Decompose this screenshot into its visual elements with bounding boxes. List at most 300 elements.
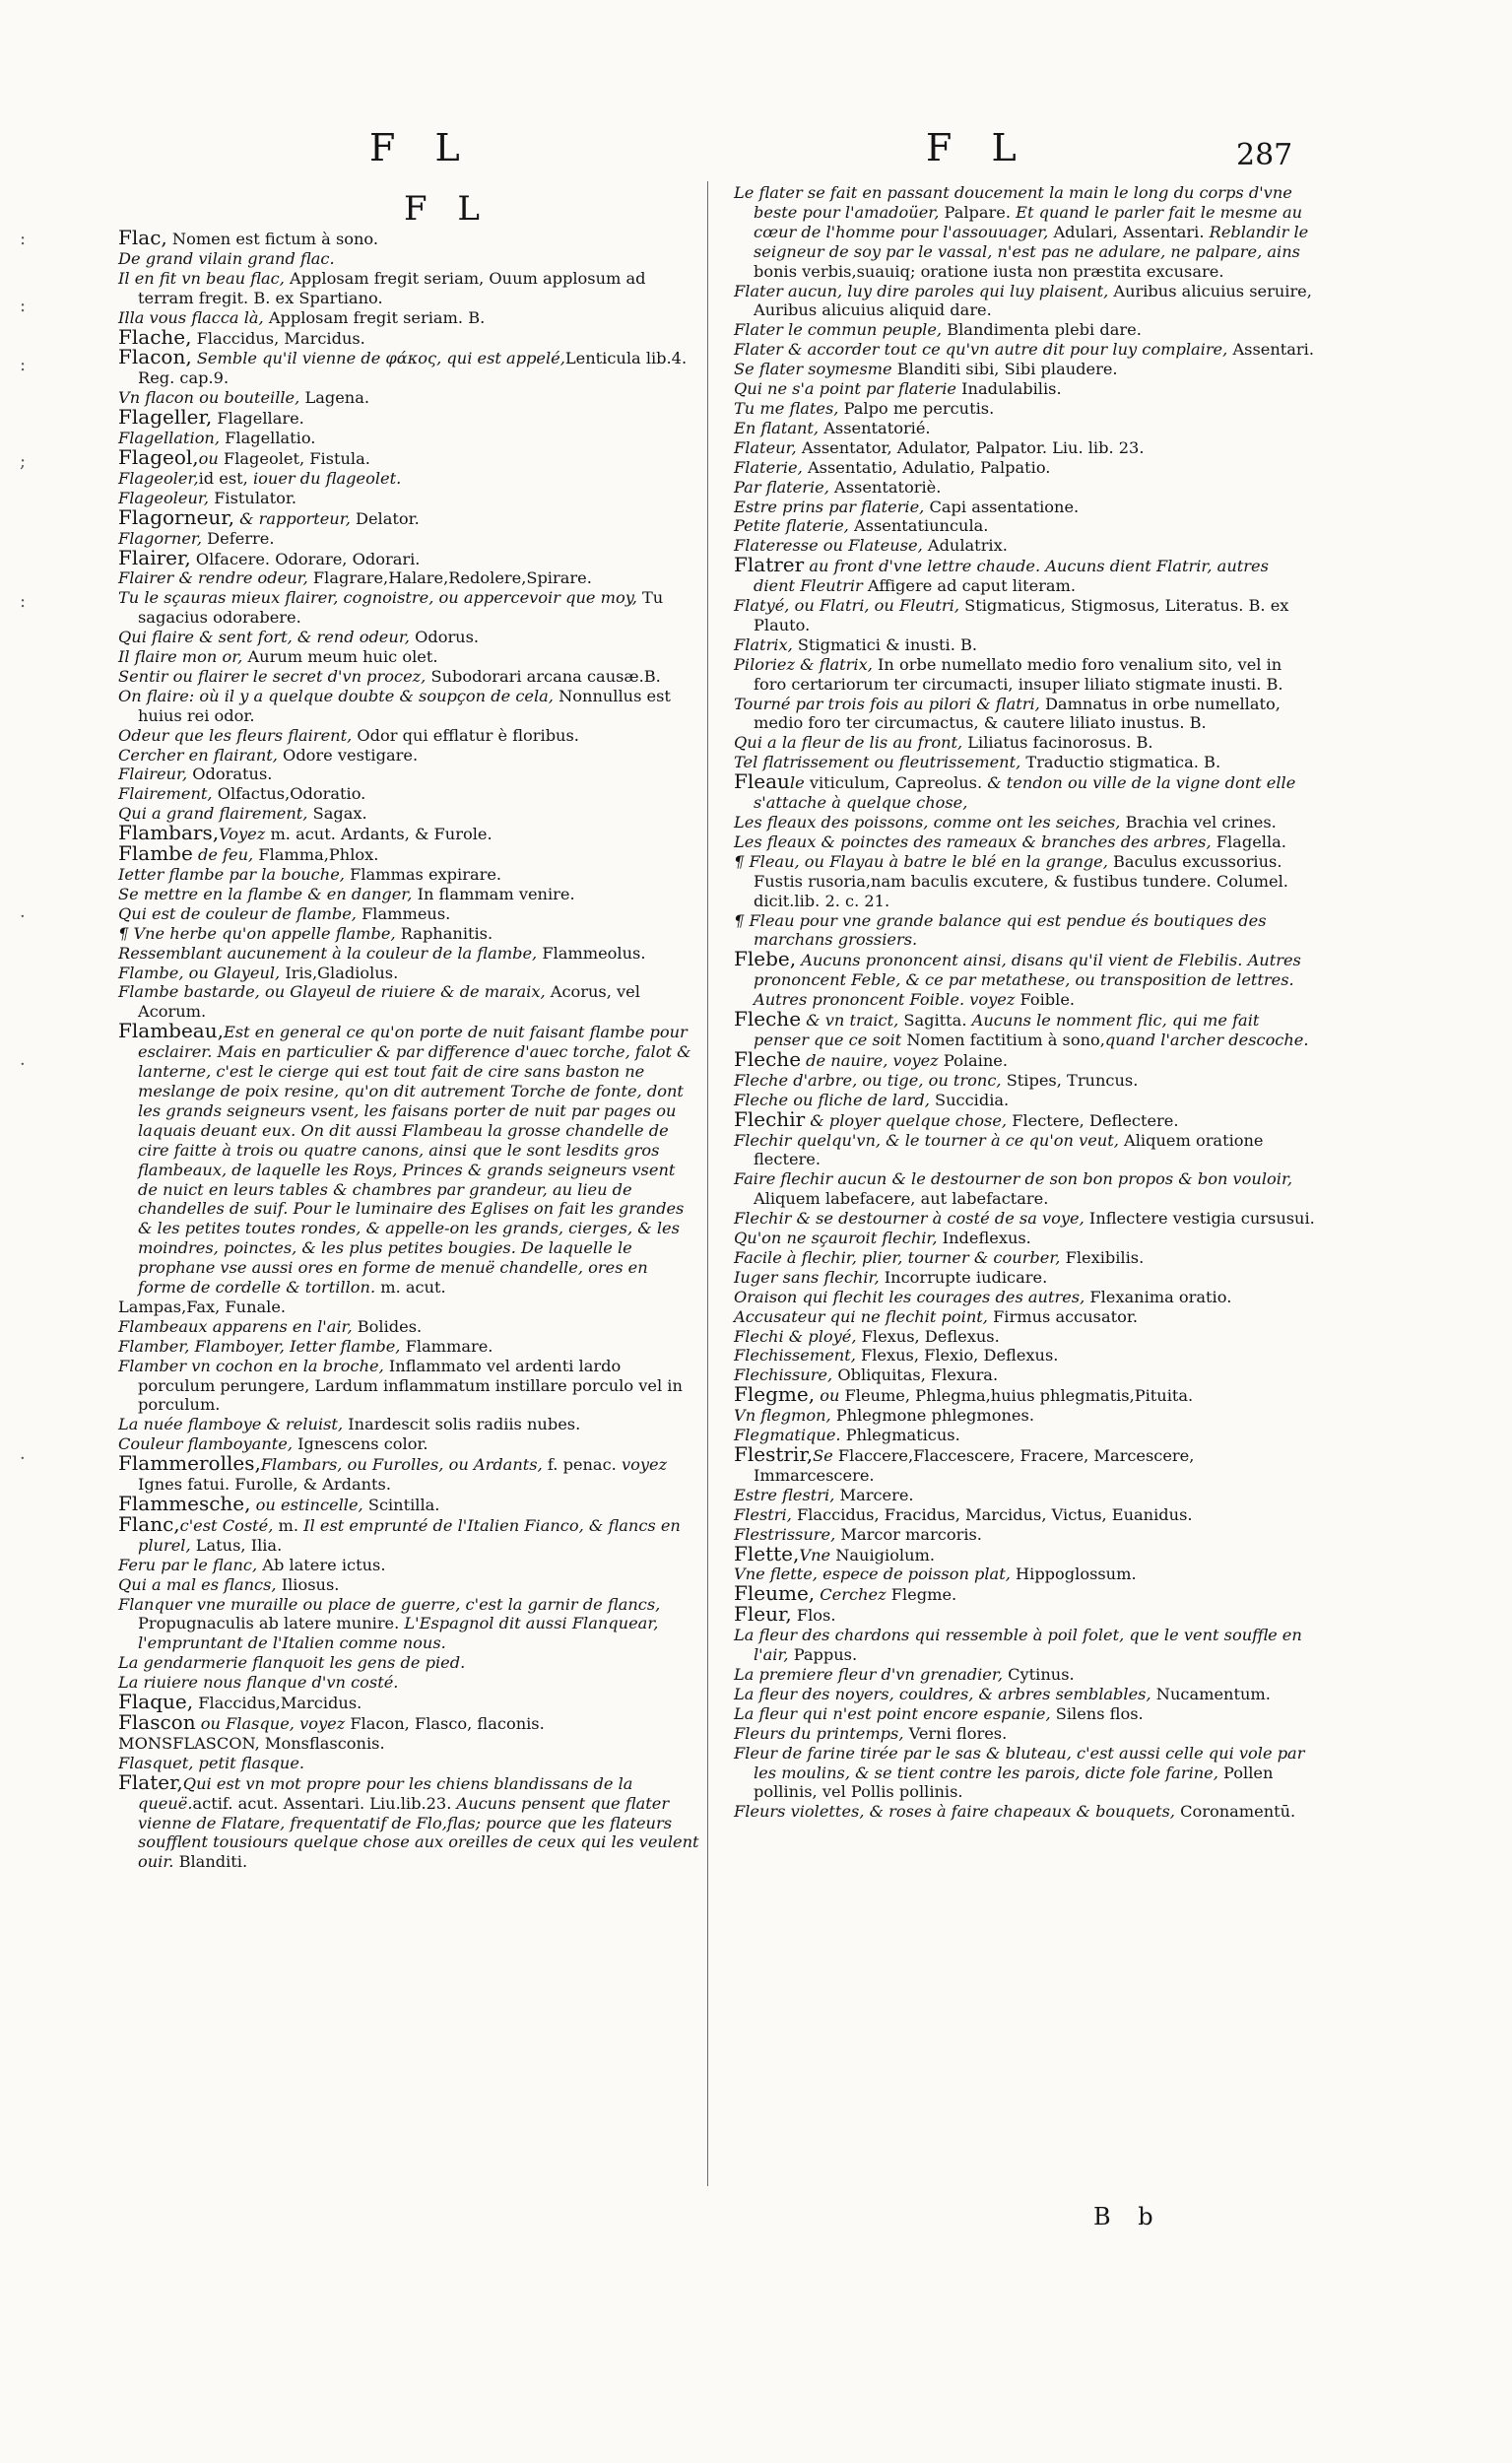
dictionary-entry (734, 1602, 1315, 1627)
entry-latin: Assentari. (1227, 340, 1314, 360)
entry-french: iouer du flageolet. (252, 468, 402, 488)
dictionary-entry (118, 726, 699, 746)
entry-latin: Fleume, Phlegma,huius phlegmatis,Pituita. (844, 1386, 1194, 1406)
entry-latin: Inflammato vel ardenti lardo porculum perungere, Lardum inflammatum instillare porculo vel in porculum. (138, 1356, 683, 1415)
entry-headword: Flaque, (118, 1690, 194, 1714)
entry-latin: viticulum, Capreolus. (809, 773, 983, 793)
entry-french: La riuiere nous flanque d'vn costé. (118, 1673, 399, 1693)
entry-latin: Flaccidus, Marcidus. (191, 328, 365, 348)
dictionary-entry (734, 1106, 1315, 1131)
dictionary-entry (734, 695, 1315, 734)
entry-french: La fleur des noyers, couldres, & arbres semblables, (734, 1684, 1151, 1703)
dictionary-entry (118, 1769, 699, 1873)
dictionary-entry (118, 1690, 699, 1714)
dictionary-entry (118, 687, 699, 726)
entry-latin: m. acut. (375, 1278, 446, 1298)
entry-french: Odeur que les fleurs flairent, (118, 725, 353, 745)
entry-french: Flambe bastarde, ou Glayeul de riuiere & de maraix, (118, 982, 546, 1002)
entry-latin: Iliosus. (276, 1574, 340, 1594)
entry-latin: Aliquem oratione flectere. (754, 1130, 1264, 1169)
entry-french: Faire flechir aucun & le destourner de son bon propos & bon vouloir, (734, 1169, 1293, 1189)
entry-latin: Palpare. (939, 202, 1017, 222)
dictionary-entry (118, 982, 699, 1022)
dictionary-entry (734, 340, 1315, 360)
dictionary-entry (734, 832, 1315, 852)
entry-latin: Capi assentatione. (924, 497, 1080, 516)
dictionary-entry (118, 1492, 699, 1515)
dictionary-entry (118, 821, 699, 845)
entry-latin: Inardescit solis radiis nubes. (343, 1415, 581, 1434)
dictionary-entry (118, 765, 699, 784)
entry-latin: Bolides. (352, 1316, 423, 1336)
entry-french: Illa vous flacca là, (118, 307, 264, 327)
entry-latin: Applosam fregit seriam. B. (263, 307, 486, 327)
entry-latin: Ilia. (250, 1535, 283, 1555)
entry-headword: Fleche (734, 1046, 802, 1071)
entry-headword: Flechir (734, 1106, 806, 1131)
left-column (118, 226, 699, 1872)
entry-latin: Nucamentum. (1150, 1684, 1271, 1703)
entry-latin: Scintilla. (362, 1496, 440, 1514)
entry-french: Qui a la fleur de lis au front, (734, 733, 963, 753)
entry-latin: Tu sagacius odorabere. (138, 588, 664, 628)
entry-french: Flageoler, (118, 468, 199, 488)
entry-latin: Sagax. (307, 804, 367, 824)
entry-french: ou (198, 448, 224, 468)
entry-latin: Stigmaticus, Stigmosus, Literatus. B. ex Plauto. (754, 596, 1289, 634)
entry-latin: Flexibilis. (1060, 1247, 1145, 1267)
entry-french: Semble qu'il vienne de φάκος, qui est appelé, (191, 349, 565, 368)
dictionary-entry (734, 1744, 1315, 1803)
entry-latin: Flaccidus,Marcidus. (193, 1694, 362, 1713)
entry-latin: Odore vestigare. (277, 745, 419, 765)
entry-latin: Firmus accusator. (987, 1306, 1138, 1326)
entry-headword: Fleche (734, 1007, 802, 1032)
entry-latin: Odor qui efflatur è floribus. (352, 725, 579, 745)
dictionary-entry (118, 885, 699, 904)
entry-french: Flater le commun peuple, (734, 320, 943, 340)
margin-mark: · (20, 906, 26, 927)
dictionary-entry (734, 1426, 1315, 1445)
entry-latin: Nomen factitium à sono, (906, 1030, 1105, 1049)
entry-latin: Auribus alicuius seruire, Auribus alicuius aliquid dare. (754, 281, 1312, 320)
dictionary-entry (734, 478, 1315, 498)
entry-latin: Lenticula lib.4. Reg. cap.9. (138, 349, 688, 388)
entry-latin: Baculus excussorius. Fustis rusoria,nam baculis excutere, & fustibus tundere. Columel. dicit.lib. 2. c. 21. (754, 851, 1288, 910)
entry-french: Ietter flambe par la bouche, (118, 865, 345, 884)
entry-french: Les fleaux & poinctes des rameaux & branches des arbres, (734, 832, 1212, 851)
entry-french: Flamber vn cochon en la broche, (118, 1356, 384, 1375)
dictionary-entry (734, 1685, 1315, 1704)
entry-latin: Flos. (791, 1606, 836, 1626)
entry-french: & ployer quelque chose, (805, 1110, 1008, 1130)
margin-mark: : (20, 296, 27, 316)
entry-latin: Polaine. (938, 1050, 1008, 1070)
signature-mark: B b (1093, 2203, 1163, 2230)
entry-latin: Silens flos. (1050, 1703, 1144, 1723)
dictionary-entry (734, 852, 1315, 911)
dictionary-entry (118, 1317, 699, 1337)
entry-latin: Inflectere vestigia cursusui. (1084, 1209, 1315, 1229)
entry-latin: Cytinus. (1003, 1664, 1075, 1684)
entry-latin: Indeflexus. (937, 1229, 1031, 1248)
entry-french: Tu me flates, (734, 398, 839, 418)
entry-french: Cerchez (815, 1585, 891, 1605)
dictionary-entry (734, 399, 1315, 419)
dictionary-entry (734, 1541, 1315, 1565)
entry-latin: Flaccidus, Fracidus, Marcidus, Victus, Euanidus. (791, 1504, 1193, 1524)
dictionary-entry (734, 1564, 1315, 1584)
entry-latin: Brachia vel crines. (1120, 813, 1277, 832)
dictionary-entry (734, 498, 1315, 517)
entry-french: Qui est de couleur de flambe, (118, 903, 357, 923)
entry-latin: Delator. (350, 508, 420, 528)
entry-french: Flamber, Flamboyer, Ietter flambe, (118, 1336, 401, 1356)
dictionary-entry (734, 1209, 1315, 1229)
entry-latin: Succidia. (929, 1090, 1010, 1109)
entry-french: Tel flatrissement ou fleutrissement, (734, 753, 1021, 772)
dictionary-entry (734, 1406, 1315, 1426)
dictionary-entry (118, 504, 699, 529)
dictionary-entry (734, 1802, 1315, 1822)
entry-french: Couleur flamboyante, (118, 1434, 293, 1454)
entry-french: Flambars, ou Furolles, ou Ardants, (260, 1455, 543, 1475)
entry-french: Et quand le parler fait le mesme au cœur de l'homme pour l'assouuager, (754, 202, 1303, 241)
dictionary-entry (118, 1337, 699, 1357)
entry-french: Qui a grand flairement, (118, 804, 308, 824)
entry-latin: In flammam venire. (412, 884, 575, 903)
dictionary-entry (118, 964, 699, 983)
dictionary-entry (118, 904, 699, 924)
dictionary-entry (118, 784, 699, 804)
entry-french: Feru par le flanc, (118, 1555, 258, 1574)
entry-headword: Flette, (734, 1541, 800, 1565)
dictionary-entry (734, 1442, 1315, 1486)
entry-latin: Subodorari arcana causæ.B. (426, 666, 661, 686)
entry-latin: Hippoglossum. (1010, 1564, 1137, 1584)
dictionary-entry (734, 1626, 1315, 1665)
entry-latin: Applosam fregit seriam, Ouum applosum ad terram fregit. B. ex Spartiano. (138, 268, 646, 307)
dictionary-entry (118, 545, 699, 569)
entry-french: Piloriez & flatrix, (734, 654, 873, 674)
entry-french: Sentir ou flairer le secret d'vn procez, (118, 666, 427, 686)
dictionary-entry (734, 1169, 1315, 1209)
dictionary-entry (118, 1019, 699, 1298)
dictionary-entry (118, 667, 699, 687)
entry-latin: Flacon, Flasco, flaconis. (345, 1713, 545, 1733)
dictionary-entry (734, 635, 1315, 655)
entry-latin: Flageolet, Fistula. (223, 448, 370, 468)
dictionary-entry (734, 282, 1315, 321)
entry-headword: Flageol, (118, 444, 199, 469)
entry-latin: actif. acut. Assentari. Liu.lib.23. (192, 1793, 457, 1813)
entry-french: ¶ Fleau pour vne grande balance qui est pendue és boutiques des marchans grossiers. (734, 910, 1267, 950)
entry-latin: Verni flores. (903, 1723, 1008, 1743)
entry-latin: Phlegmone phlegmones. (830, 1406, 1034, 1426)
entry-french: Qui ne s'a point par flaterie (734, 379, 957, 399)
entry-french: voyez (621, 1455, 668, 1475)
entry-french: Se (813, 1446, 838, 1465)
dictionary-entry (734, 438, 1315, 458)
dictionary-entry (118, 444, 699, 469)
entry-latin: Damnatus in orbe numellato, medio foro ter circumactus, & cautere liliato inustus. B. (754, 694, 1281, 733)
entry-french: Tourné par trois fois au pilori & flatri, (734, 694, 1040, 713)
entry-headword: Flanc, (118, 1511, 180, 1536)
dictionary-entry (118, 345, 699, 388)
entry-latin: Flammeus. (356, 903, 451, 923)
dictionary-entry (734, 1724, 1315, 1744)
entry-latin: Pollen pollinis, vel Pollis pollinis. (754, 1763, 1274, 1802)
entry-french: Flateresse ou Flateuse, (734, 536, 923, 556)
entry-headword: Flageller, (118, 405, 213, 430)
dictionary-entry (118, 269, 699, 308)
entry-latin: Incorrupte iudicare. (879, 1267, 1048, 1287)
dictionary-entry (118, 647, 699, 667)
entry-headword: Flater, (118, 1769, 183, 1794)
dictionary-entry (734, 1131, 1315, 1170)
dictionary-entry (734, 1505, 1315, 1525)
entry-french: Vn flegmon, (734, 1406, 831, 1426)
entry-latin: Lagena. (299, 388, 370, 408)
entry-french: Il est emprunté de l'Italien Fianco, & flancs en plurel, (138, 1515, 681, 1555)
entry-french: Iuger sans flechir, (734, 1267, 880, 1287)
dictionary-entry (734, 769, 1315, 813)
dictionary-entry (734, 1071, 1315, 1091)
margin-mark: : (20, 591, 27, 612)
entry-headword: Flambars, (118, 821, 220, 845)
entry-french: Aucuns le nomment flic, qui me fait penser que ce soit (754, 1011, 1260, 1049)
dictionary-entry (734, 553, 1315, 596)
dictionary-entry (734, 1704, 1315, 1724)
entry-french: Flechir quelqu'vn, & le tourner à ce qu'on veut, (734, 1130, 1119, 1150)
entry-french: Reblandir le seigneur de soy par le vassal, n'est pas ne adulare, ne palpare, ains (754, 222, 1309, 261)
dictionary-entry (734, 1486, 1315, 1505)
entry-french: Aucuns prononcent ainsi, disans qu'il vient de Flebilis. Autres prononcent Feble, & ce par metathese, ou transposition de lettres. Autres prononcent Foible. voyez (754, 951, 1301, 1010)
entry-latin: Ignescens color. (292, 1434, 428, 1454)
entry-latin: Adulatrix. (922, 536, 1008, 556)
margin-mark: · (20, 1448, 26, 1469)
dictionary-entry (734, 1665, 1315, 1685)
right-column (734, 183, 1315, 1822)
entry-french: De grand vilain grand flac. (118, 248, 335, 268)
entry-french: ou (815, 1386, 845, 1406)
dictionary-entry (118, 1673, 699, 1693)
entry-french: ou Flasque, voyez (195, 1713, 346, 1733)
entry-latin: Flammeolus. (537, 943, 646, 963)
dictionary-entry (118, 746, 699, 766)
entry-latin: Raphanitis. (395, 923, 493, 943)
dictionary-entry (118, 1575, 699, 1595)
entry-french: Fleche ou fliche de lard, (734, 1090, 930, 1109)
entry-french: Est en general ce qu'on porte de nuit faisant flambe pour esclairer. Mais en particulier & par difference d'auec torche, falot & lanterne, c'est le cierge qui est tout fait de cire sans baston ne meslange de poix resine, qu'on dit autrement Torche de fonte, dont les grands seigneurs vsent, les faisans porter de nuit par pages ou laquais deuant eux. On dit aussi Flambeau la grosse chandelle de cire faitte à trois ou quatre canons, ainsi que le sont lesdits gros flambeaux, de laquelle les Roys, Princes & grands seigneurs vsent de nuict en leurs tables & chambres par grandeur, au lieu de chandelles de suif. Pour le luminaire des Eglises on fait les grandes & les petites toutes rondes, & appelle-on les grands, cierges, & les moindres, poinctes, & les plus petites bougies. De laquelle le prophane vse aussi ores en forme de menuë chandelle, ores en forme de cordelle & tortillon. (138, 1023, 691, 1298)
entry-french: Les fleaux des poissons, comme ont les seiches, (734, 813, 1121, 832)
entry-headword: Flestrir, (734, 1442, 814, 1466)
entry-latin: Foible. (1015, 990, 1076, 1010)
entry-latin: f. penac. (542, 1455, 622, 1475)
entry-latin: Adulari, Assentari. (1048, 222, 1210, 241)
dictionary-entry (734, 1525, 1315, 1545)
entry-latin: Flagellare. (212, 409, 304, 429)
entry-headword: Flac, (118, 226, 167, 249)
entry-headword: Flache, (118, 324, 192, 349)
entry-french: quand l'archer descoche. (1104, 1030, 1309, 1049)
entry-latin: Flexus, Flexio, Deflexus. (855, 1346, 1059, 1365)
entry-french: En flatant, (734, 418, 820, 437)
entry-french: Se mettre en la flambe & en danger, (118, 884, 413, 903)
dictionary-entry (118, 308, 699, 328)
dictionary-entry (734, 1307, 1315, 1327)
entry-latin: Olfactus,Odoratio. (212, 784, 366, 804)
dictionary-entry (734, 596, 1315, 635)
dictionary-entry (734, 733, 1315, 753)
margin-mark: · (20, 1054, 26, 1075)
dictionary-entry (734, 1365, 1315, 1385)
entry-french: Fleurs violettes, & roses à faire chapeaux & bouquets, (734, 1802, 1175, 1822)
entry-french: Fleur de farine tirée par le sas & bluteau, c'est aussi celle qui vole par les moulins, & se tient contre les parois, dicte fole farine, (734, 1743, 1305, 1782)
entry-french: Ressemblant aucunement à la couleur de la flambe, (118, 943, 538, 963)
entry-latin: Olfacere. Odorare, Odorari. (190, 549, 421, 568)
entry-headword: Flatrer (734, 553, 805, 577)
dictionary-entry (118, 924, 699, 944)
entry-french: de nauire, voyez (801, 1050, 939, 1070)
dictionary-entry (118, 429, 699, 448)
entry-latin: Nomen est fictum à sono. (166, 230, 379, 248)
entry-latin: Latus, (190, 1535, 251, 1555)
entry-french: Facile à flechir, plier, tourner & courber, (734, 1247, 1061, 1267)
entry-french: On flaire: où il y a quelque doubte & soupçon de cela, (118, 686, 554, 705)
entry-latin: Flagella. (1211, 832, 1286, 851)
entry-latin: Flammas expirare. (344, 865, 502, 884)
dictionary-entry (118, 568, 699, 588)
entry-french: Le flater se fait en passant doucement la main le long du corps d'vne beste pour l'amadoüer, (734, 183, 1292, 222)
entry-headword: Flammesche, (118, 1492, 251, 1515)
dictionary-entry (734, 360, 1315, 379)
margin-mark: : (20, 355, 27, 375)
entry-headword: Flebe, (734, 947, 797, 971)
entry-latin: Liliatus facinorosus. B. (962, 733, 1153, 753)
dictionary-entry (118, 529, 699, 549)
entry-latin: Iris,Gladiolus. (280, 963, 399, 982)
entry-french: Aucuns pensent que flater vienne de Flatare, frequentatif de Flo,flas; pource que les flateurs soufflent tousiours quelque chose aux oreilles de ceux qui les veulent ouir. (138, 1793, 699, 1872)
column-head: F L (404, 189, 490, 229)
entry-french: c'est Costé, (179, 1515, 274, 1535)
entry-french: le (789, 773, 810, 793)
entry-latin: Assentatio, Adulatio, Palpatio. (802, 457, 1051, 477)
entry-latin: Inadulabilis. (956, 379, 1062, 399)
entry-latin: Ab latere ictus. (257, 1555, 386, 1574)
dictionary-entry (734, 911, 1315, 951)
dictionary-entry (734, 1229, 1315, 1248)
entry-french: Flater & accorder tout ce qu'vn autre dit pour luy complaire, (734, 340, 1228, 360)
entry-latin: Assentator, Adulator, Palpator. Liu. lib. 23. (796, 437, 1145, 457)
entry-latin: In orbe numellato medio foro venalium sito, vel in foro certariorum ter circumacti, insuper liliato stigmate inusti. B. (754, 654, 1283, 694)
dictionary-entry (118, 249, 699, 269)
entry-french: Flater aucun, luy dire paroles qui luy plaisent, (734, 281, 1109, 300)
entry-headword: Flacon, (118, 345, 192, 369)
dictionary-entry (118, 1653, 699, 1673)
entry-french: Vne (799, 1545, 836, 1564)
entry-french: Cercher en flairant, (118, 745, 278, 765)
entry-french: Flasquet, petit flasque. (118, 1753, 305, 1772)
entry-french: Flageoleur, (118, 488, 210, 507)
entry-headword: Flambe (118, 841, 193, 866)
entry-french: Oraison qui flechit les courages des autres, (734, 1287, 1085, 1306)
dictionary-entry (734, 813, 1315, 832)
entry-french: Flairement, (118, 784, 213, 804)
entry-latin: Assentatorié. (819, 418, 931, 437)
entry-latin: Lampas,Fax, Funale. (118, 1297, 287, 1316)
entry-french: Qui est vn mot propre pour les chiens blandissans de la queuë. (138, 1773, 633, 1813)
entry-headword: Flairer, (118, 545, 191, 569)
entry-latin: Odoratus. (187, 765, 273, 784)
entry-french: Flechissure, (734, 1365, 833, 1385)
entry-latin: Flegme. (890, 1585, 957, 1605)
entry-latin: m. (273, 1515, 304, 1535)
entry-latin: Blandimenta plebi dare. (942, 320, 1142, 340)
entry-french: Flechir & se destourner à costé de sa voye, (734, 1209, 1085, 1229)
dictionary-entry (118, 944, 699, 964)
dictionary-entry (734, 458, 1315, 478)
entry-french: Flambeaux apparens en l'air, (118, 1316, 353, 1336)
entry-french: & tendon ou ville de la vigne dont elle s'attache à quelque chose, (754, 773, 1296, 813)
dictionary-entry (734, 1346, 1315, 1365)
dictionary-entry (734, 516, 1315, 536)
entry-french: Accusateur qui ne flechit point, (734, 1306, 988, 1326)
margin-mark: ; (20, 451, 27, 472)
entry-french: ou estincelle, (250, 1496, 363, 1514)
entry-headword: Fleau (734, 769, 790, 794)
entry-french: au front d'vne lettre chaude. Aucuns dient Flatrir, autres dient Fleutrir (754, 557, 1269, 596)
entry-french: & vn traict, (801, 1011, 899, 1031)
entry-french: Flambe, ou Glayeul, (118, 963, 281, 982)
dictionary-entry (118, 1415, 699, 1434)
dictionary-entry (118, 628, 699, 647)
entry-latin: Affigere ad caput literam. (862, 576, 1077, 596)
entry-french: Flestrissure, (734, 1524, 836, 1544)
entry-latin: Flaccere,Flaccescere, Fracere, Marcescere, Immarcescere. (754, 1446, 1195, 1485)
entry-french: Flechi & ployé, (734, 1326, 857, 1346)
entry-french: Flegmatique. (734, 1426, 841, 1445)
entry-latin: Traductio stigmatica. B. (1020, 753, 1221, 772)
entry-latin: Phlegmaticus. (840, 1426, 960, 1445)
dictionary-entry (118, 841, 699, 866)
entry-french: La gendarmerie flanquoit les gens de pied. (118, 1653, 466, 1673)
entry-french: Qui a mal es flancs, (118, 1574, 277, 1594)
entry-headword: Flagorneur, (118, 504, 234, 529)
dictionary-entry (118, 469, 699, 489)
entry-latin: Flectere, Deflectere. (1007, 1110, 1179, 1130)
dictionary-entry (734, 1581, 1315, 1606)
dictionary-entry (118, 1556, 699, 1575)
dictionary-entry (118, 1595, 699, 1654)
dictionary-entry (734, 379, 1315, 399)
dictionary-entry (118, 1734, 699, 1754)
dictionary-entry (734, 1382, 1315, 1407)
dictionary-entry (734, 1046, 1315, 1071)
dictionary-entry (734, 655, 1315, 695)
entry-french: Se flater soymesme (734, 360, 892, 379)
dictionary-entry (734, 1327, 1315, 1347)
dictionary-entry (118, 588, 699, 628)
entry-french: Flechissement, (734, 1346, 856, 1365)
dictionary-entry (118, 1709, 699, 1734)
entry-latin: Aliquem labefacere, aut labefactare. (754, 1189, 1049, 1209)
entry-french: Fleche d'arbre, ou tige, ou tronc, (734, 1070, 1002, 1090)
dictionary-entry (734, 320, 1315, 340)
entry-latin: Flagellatio. (220, 429, 316, 448)
dictionary-entry (734, 753, 1315, 772)
entry-headword: Flammerolles, (118, 1451, 261, 1476)
